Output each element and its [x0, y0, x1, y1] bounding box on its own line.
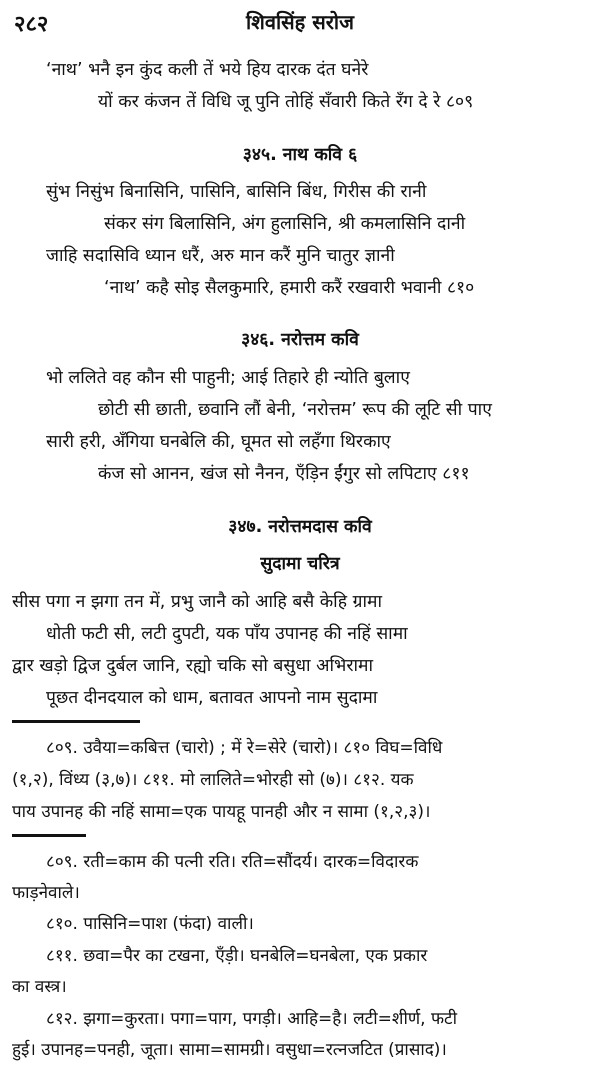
verse-line: पूछत दीनदयाल को धाम, बतावत आपनो नाम सुदामा	[46, 688, 378, 708]
verse-line: कंज सो आनन, खंज सो नैनन, एँड़िन ईंगुर सो लपिटाए ८११	[98, 464, 470, 484]
verse-line: संकर संग बिलासिनि, अंग हुलासिनि, श्री कमलासिनि दानी	[104, 214, 466, 234]
section-347-subheading: सुदामा चरित्र	[260, 554, 340, 574]
footnote-divider	[12, 720, 140, 723]
verse-line: भो ललिते वह कौन सी पाहुनी; आई तिहारे ही न्योति बुलाए	[46, 368, 410, 388]
glossary-line: हुई। उपानह=पनही, जूता। सामा=सामग्री। वसुधा=रत्नजटित (प्रासाद)।	[12, 1040, 447, 1060]
section-345-heading: ३४५. नाथ कवि ६	[242, 145, 358, 165]
verse-line: सुंभ निसुंभ बिनासिनि, पासिनि, बासिनि बिंध, गिरीस की रानी	[46, 182, 427, 202]
glossary-line: ८११. छवा=पैर का टखना, एँड़ी। घनबेलि=घनबेला, एक प्रकार	[46, 946, 428, 966]
variant-note-line: ८०९. उवैया=कबित्त (चारो) ; में रे=सेरे (चारो)। ८१० विघ=विधि	[46, 738, 443, 758]
glossary-divider	[12, 834, 86, 837]
variant-note-line: (१,२), विंध्य (३,७)। ८११. मो लालिते=भोरही सो (७)। ८१२. यक	[12, 770, 414, 790]
verse-line: ‘नाथ’ कहै सोइ सैलकुमारि, हमारी करैं रखवारी भवानी ८१०	[104, 278, 475, 298]
page-number: २८२	[14, 12, 49, 37]
variant-note-line: पाय उपानह की नहिं सामा=एक पायहू पानही और न सामा (१,२,३)।	[12, 802, 431, 822]
glossary-line: ८०९. रती=काम की पत्नी रति। रति=सौंदर्य। दारक=विदारक	[46, 852, 419, 872]
glossary-line: का वस्त्र।	[12, 977, 67, 997]
verse-line: जाहि सदासिवि ध्यान धरैं, अरु मान करैं मुनि चातुर ज्ञानी	[46, 246, 395, 266]
verse-line: धोती फटी सी, लटी दुपटी, यक पाँय उपानह की नहिं सामा	[46, 624, 408, 644]
book-title: शिवसिंह सरोज	[246, 10, 354, 34]
section-347-heading: ३४७. नरोत्तमदास कवि	[228, 517, 372, 537]
verse-line: द्वार खड़ो द्विज दुर्बल जानि, रह्यो चकि सो बसुधा अभिरामा	[12, 656, 374, 676]
verse-809-line-1: ‘नाथ’ भनै इन कुंद कली तें भये हिय दारक दंत घनेरे	[46, 60, 369, 80]
glossary-line: फाड़नेवाले।	[12, 883, 80, 903]
glossary-line: ८१२. झगा=कुरता। पगा=पाग, पगड़ी। आहि=है। लटी=शीर्ण, फटी	[46, 1009, 458, 1029]
glossary-line: ८१०. पासिनि=पाश (फंदा) वाली।	[46, 914, 254, 934]
verse-line: सारी हरी, अँगिया घनबेलि की, घूमत सो लहँगा थिरकाए	[46, 432, 391, 452]
verse-line: छोटी सी छाती, छवानि लौं बेनी, ‘नरोत्तम’ रूप की लूटि सी पाए	[98, 400, 492, 420]
verse-809-line-2: यों कर कंजन तें विधि जू पुनि तोहिं सँवारी किते रँग दे रे ८०९	[98, 92, 474, 112]
section-346-heading: ३४६. नरोत्तम कवि	[241, 330, 359, 350]
verse-line: सीस पगा न झगा तन में, प्रभु जानै को आहि बसै केहि ग्रामा	[12, 592, 382, 612]
